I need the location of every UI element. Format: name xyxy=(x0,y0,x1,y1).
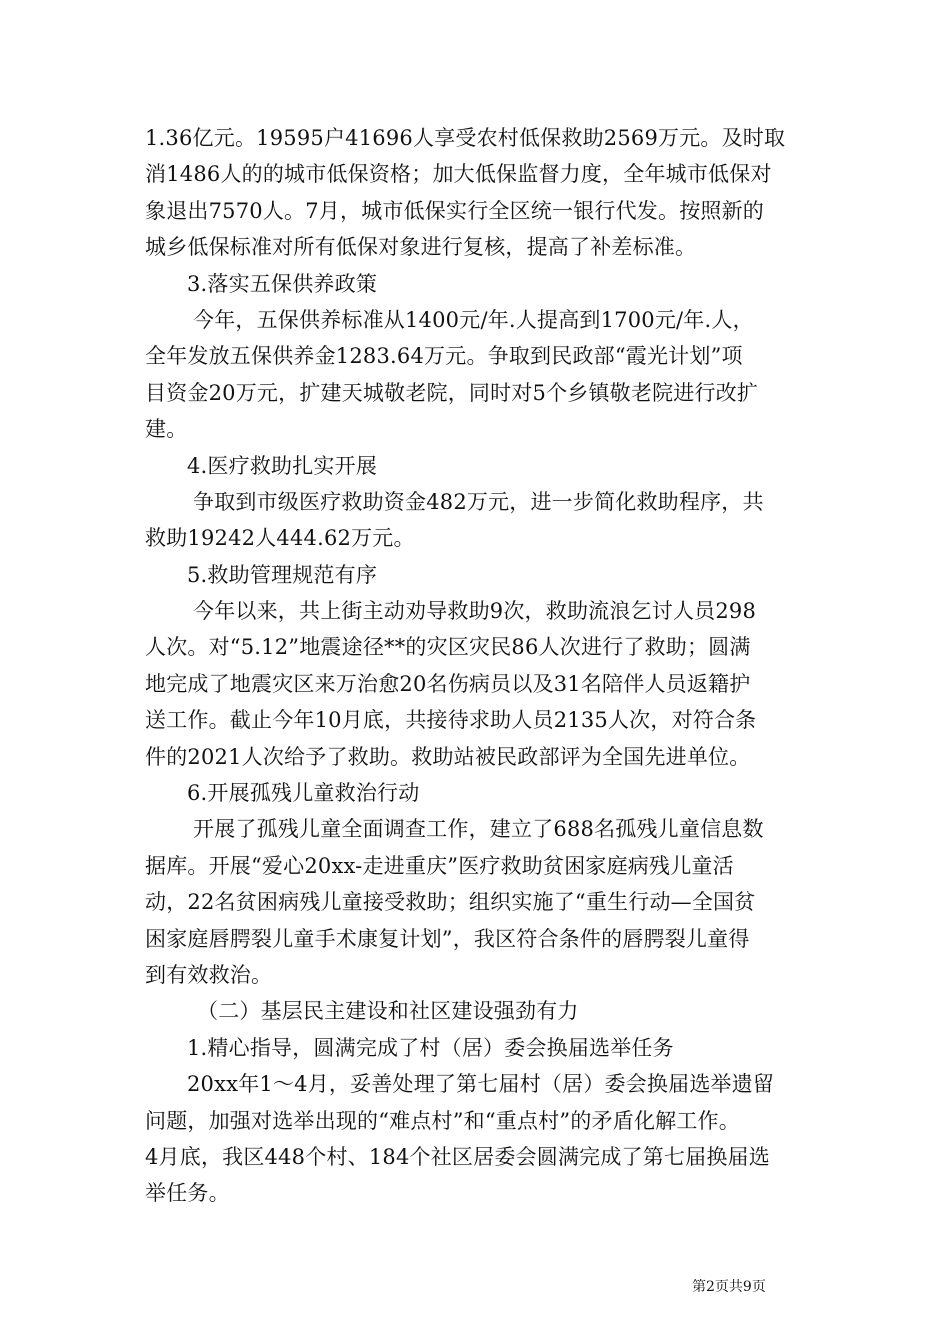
text-line: 目资金20万元，扩建天城敬老院，同时对5个乡镇敬老院进行改扩 xyxy=(145,380,759,405)
text-line: 3.落实五保供养政策 xyxy=(187,271,378,296)
text-line: 建。 xyxy=(145,417,188,442)
text-line: 据库。开展“爱心20xx-走进重庆”医疗救助贫困家庭病残儿童活 xyxy=(145,853,734,878)
text-line: 地完成了地震灾区来万治愈20名伤病员以及31名陪伴人员返籍护 xyxy=(145,671,751,696)
text-line: 问题，加强对选举出现的“难点村”和“重点村”的矛盾化解工作。 xyxy=(145,1108,740,1133)
text-line: 5.救助管理规范有序 xyxy=(187,562,378,587)
text-line: 救助19242人444.62万元。 xyxy=(145,526,415,551)
text-line: 全年发放五保供养金1283.64万元。争取到民政部“霞光计划”项 xyxy=(145,344,743,369)
text-line: 城乡低保标准对所有低保对象进行复核，提高了补差标准。 xyxy=(145,235,697,260)
text-line: （二）基层民主建设和社区建设强劲有力 xyxy=(197,999,579,1024)
text-line: 今年以来，共上街主动劝导救助9次，救助流浪乞讨人员298 xyxy=(193,599,757,624)
text-line: 人次。对“5.12”地震途径**的灾区灾民86人次进行了救助；圆满 xyxy=(145,635,751,660)
text-line: 20xx年1～4月，妥善处理了第七届村（居）委会换届选举遗留 xyxy=(187,1072,775,1097)
text-line: 6.开展孤残儿童救治行动 xyxy=(187,781,420,806)
text-line: 开展了孤残儿童全面调查工作，建立了688名孤残儿童信息数 xyxy=(193,817,764,842)
text-line: 1.精心指导，圆满完成了村（居）委会换届选举任务 xyxy=(187,1035,674,1060)
text-line: 举任务。 xyxy=(145,1181,230,1206)
document-body xyxy=(145,120,815,1212)
text-line: 送工作。截止今年10月底，共接待求助人员2135人次，对符合条 xyxy=(145,708,757,733)
text-line: 象退出7570人。7月，城市低保实行全区统一银行代发。按照新的 xyxy=(145,198,765,223)
text-line: 1.36亿元。19595户41696人享受农村低保救助2569万元。及时取 xyxy=(145,126,786,150)
text-line: 4.医疗救助扎实开展 xyxy=(187,453,378,478)
text-line: 件的2021人次给予了救助。救助站被民政部评为全国先进单位。 xyxy=(145,744,751,769)
text-line: 到有效救治。 xyxy=(145,962,273,987)
text-line: 争取到市级医疗救助资金482万元，进一步简化救助程序，共 xyxy=(193,489,764,514)
text-line: 4月底，我区448个村、184个社区居委会圆满完成了第七届换届选 xyxy=(145,1144,770,1169)
page-number-footer: 第2页共9页 xyxy=(692,1279,766,1295)
text-line: 困家庭唇腭裂儿童手术康复计划”，我区符合条件的唇腭裂儿童得 xyxy=(145,926,750,951)
text-line: 今年，五保供养标准从1400元/年.人提高到1700元/年.人， xyxy=(193,307,754,332)
text-line: 动，22名贫困病残儿童接受救助；组织实施了“重生行动—全国贫 xyxy=(145,890,756,915)
text-line: 消1486人的的城市低保资格；加大低保监督力度，全年城市低保对 xyxy=(145,162,772,187)
